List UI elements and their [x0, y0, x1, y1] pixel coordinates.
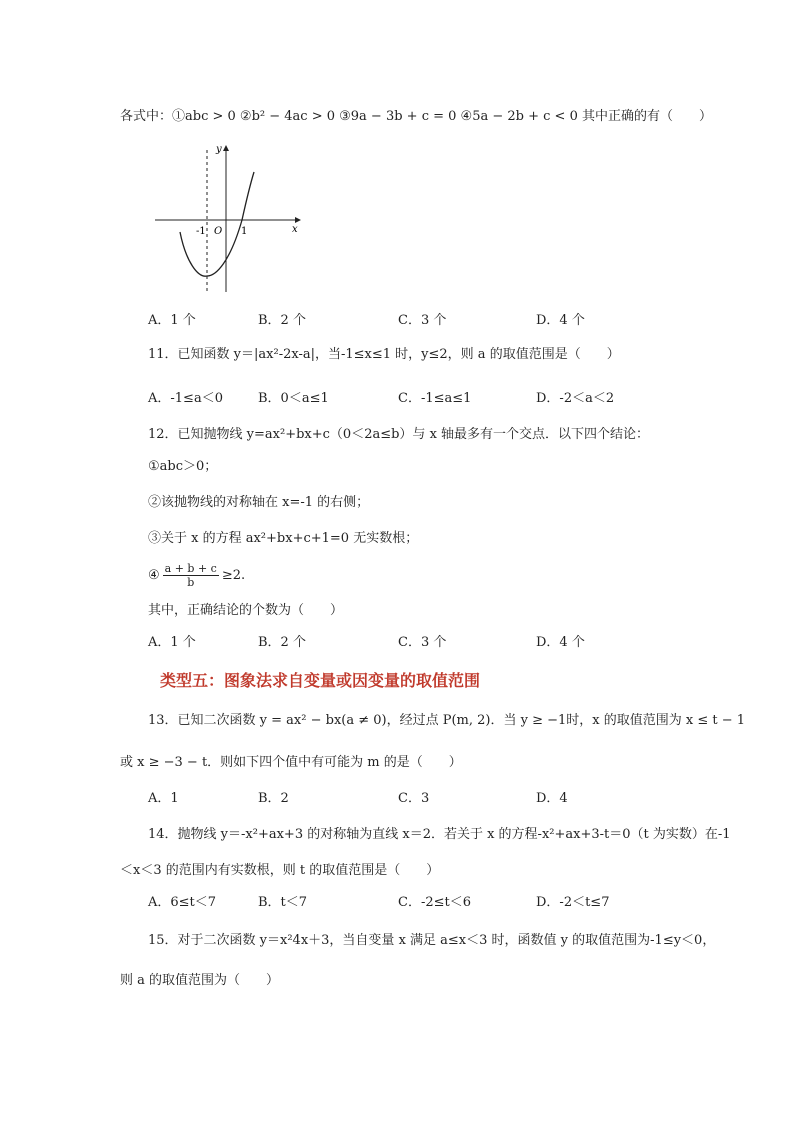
q12-option-d[interactable]: D．4 个	[536, 635, 585, 650]
q11-option-d[interactable]: D．-2＜a＜2	[536, 391, 615, 406]
q15-stem-line2: 则 a 的取值范围为（ ）	[120, 973, 280, 988]
q15-stem-line1: 15．对于二次函数 y＝x²4x＋3，当自变量 x 满足 a≤x＜3 时，函数值 y 的取值范围为-1≤y＜0，	[148, 933, 716, 948]
fraction-denominator: b	[187, 576, 195, 589]
q12-option-a[interactable]: A．1 个	[148, 635, 196, 650]
q12-option-c[interactable]: C．3 个	[398, 635, 447, 650]
q11-stem: 11．已知函数 y＝|ax²-2x-a|，当-1≤x≤1 时，y≤2，则 a 的取值范围是（ ）	[148, 347, 620, 362]
q12-conclusion-4	[148, 562, 245, 590]
q14-option-a[interactable]: A．6≤t＜7	[148, 895, 217, 910]
q13-option-a[interactable]: A．1	[148, 791, 179, 806]
q12-conclusion-3: ③关于 x 的方程 ax²+bx+c+1=0 无实数根；	[148, 531, 419, 546]
q13-option-c[interactable]: C．3	[398, 791, 430, 806]
q13-option-d[interactable]: D．4	[536, 791, 568, 806]
parabola-graph	[150, 140, 310, 300]
q12-stem: 12．已知抛物线 y=ax²+bx+c（0＜2a≤b）与 x 轴最多有一个交点．以下四个结论：	[148, 427, 650, 442]
q10-option-a[interactable]: A．1 个	[148, 313, 196, 328]
q14-option-b[interactable]: B．t＜7	[258, 895, 308, 910]
q10-stem: 各式中：①abc > 0 ②b² − 4ac > 0 ③9a − 3b + c = 0 ④5a − 2b + c < 0 其中正确的有（ ）	[120, 109, 712, 124]
q12-c4-suffix: ≥2.	[221, 568, 246, 583]
q13-stem-line2: 或 x ≥ −3 − t．则如下四个值中有可能为 m 的是（ ）	[120, 755, 462, 770]
q11-option-b[interactable]: B．0＜a≤1	[258, 391, 329, 406]
q14-stem-line1: 14．抛物线 y＝-x²+ax+3 的对称轴为直线 x＝2．若关于 x 的方程-x²+ax+3-t＝0（t 为实数）在-1	[148, 827, 731, 842]
y-axis-label: y	[216, 144, 222, 155]
q13-option-b[interactable]: B．2	[258, 791, 289, 806]
tick-neg1: -1	[196, 226, 206, 237]
q12-conclusion-1: ①abc＞0；	[148, 459, 218, 474]
q14-option-c[interactable]: C．-2≤t＜6	[398, 895, 471, 910]
q11-option-a[interactable]: A．-1≤a＜0	[148, 391, 223, 406]
x-axis-label: x	[292, 224, 298, 235]
q10-option-d[interactable]: D．4 个	[536, 313, 585, 328]
q14-stem-line2: ＜x＜3 的范围内有实数根，则 t 的取值范围是（ ）	[120, 863, 440, 878]
section-heading: 类型五：图象法求自变量或因变量的取值范围	[160, 671, 481, 690]
q12-ask: 其中，正确结论的个数为（ ）	[148, 603, 344, 618]
q14-option-d[interactable]: D．-2＜t≤7	[536, 895, 610, 910]
q12-c4-prefix: ④	[148, 568, 160, 583]
q10-option-b[interactable]: B．2 个	[258, 313, 306, 328]
fraction-numerator: a + b + c	[164, 562, 217, 575]
parabola-curve	[180, 172, 254, 276]
q10-option-c[interactable]: C．3 个	[398, 313, 447, 328]
q12-conclusion-2: ②该抛物线的对称轴在 x=-1 的右侧；	[148, 495, 370, 510]
q11-option-c[interactable]: C．-1≤a≤1	[398, 391, 472, 406]
q12-option-b[interactable]: B．2 个	[258, 635, 306, 650]
q13-stem-line1: 13．已知二次函数 y = ax² − bx(a ≠ 0)，经过点 P(m, 2)．当 y ≥ −1时，x 的取值范围为 x ≤ t − 1	[148, 713, 746, 728]
origin-label: O	[214, 226, 223, 237]
tick-1: 1	[241, 226, 248, 237]
q12-fraction	[163, 562, 219, 589]
